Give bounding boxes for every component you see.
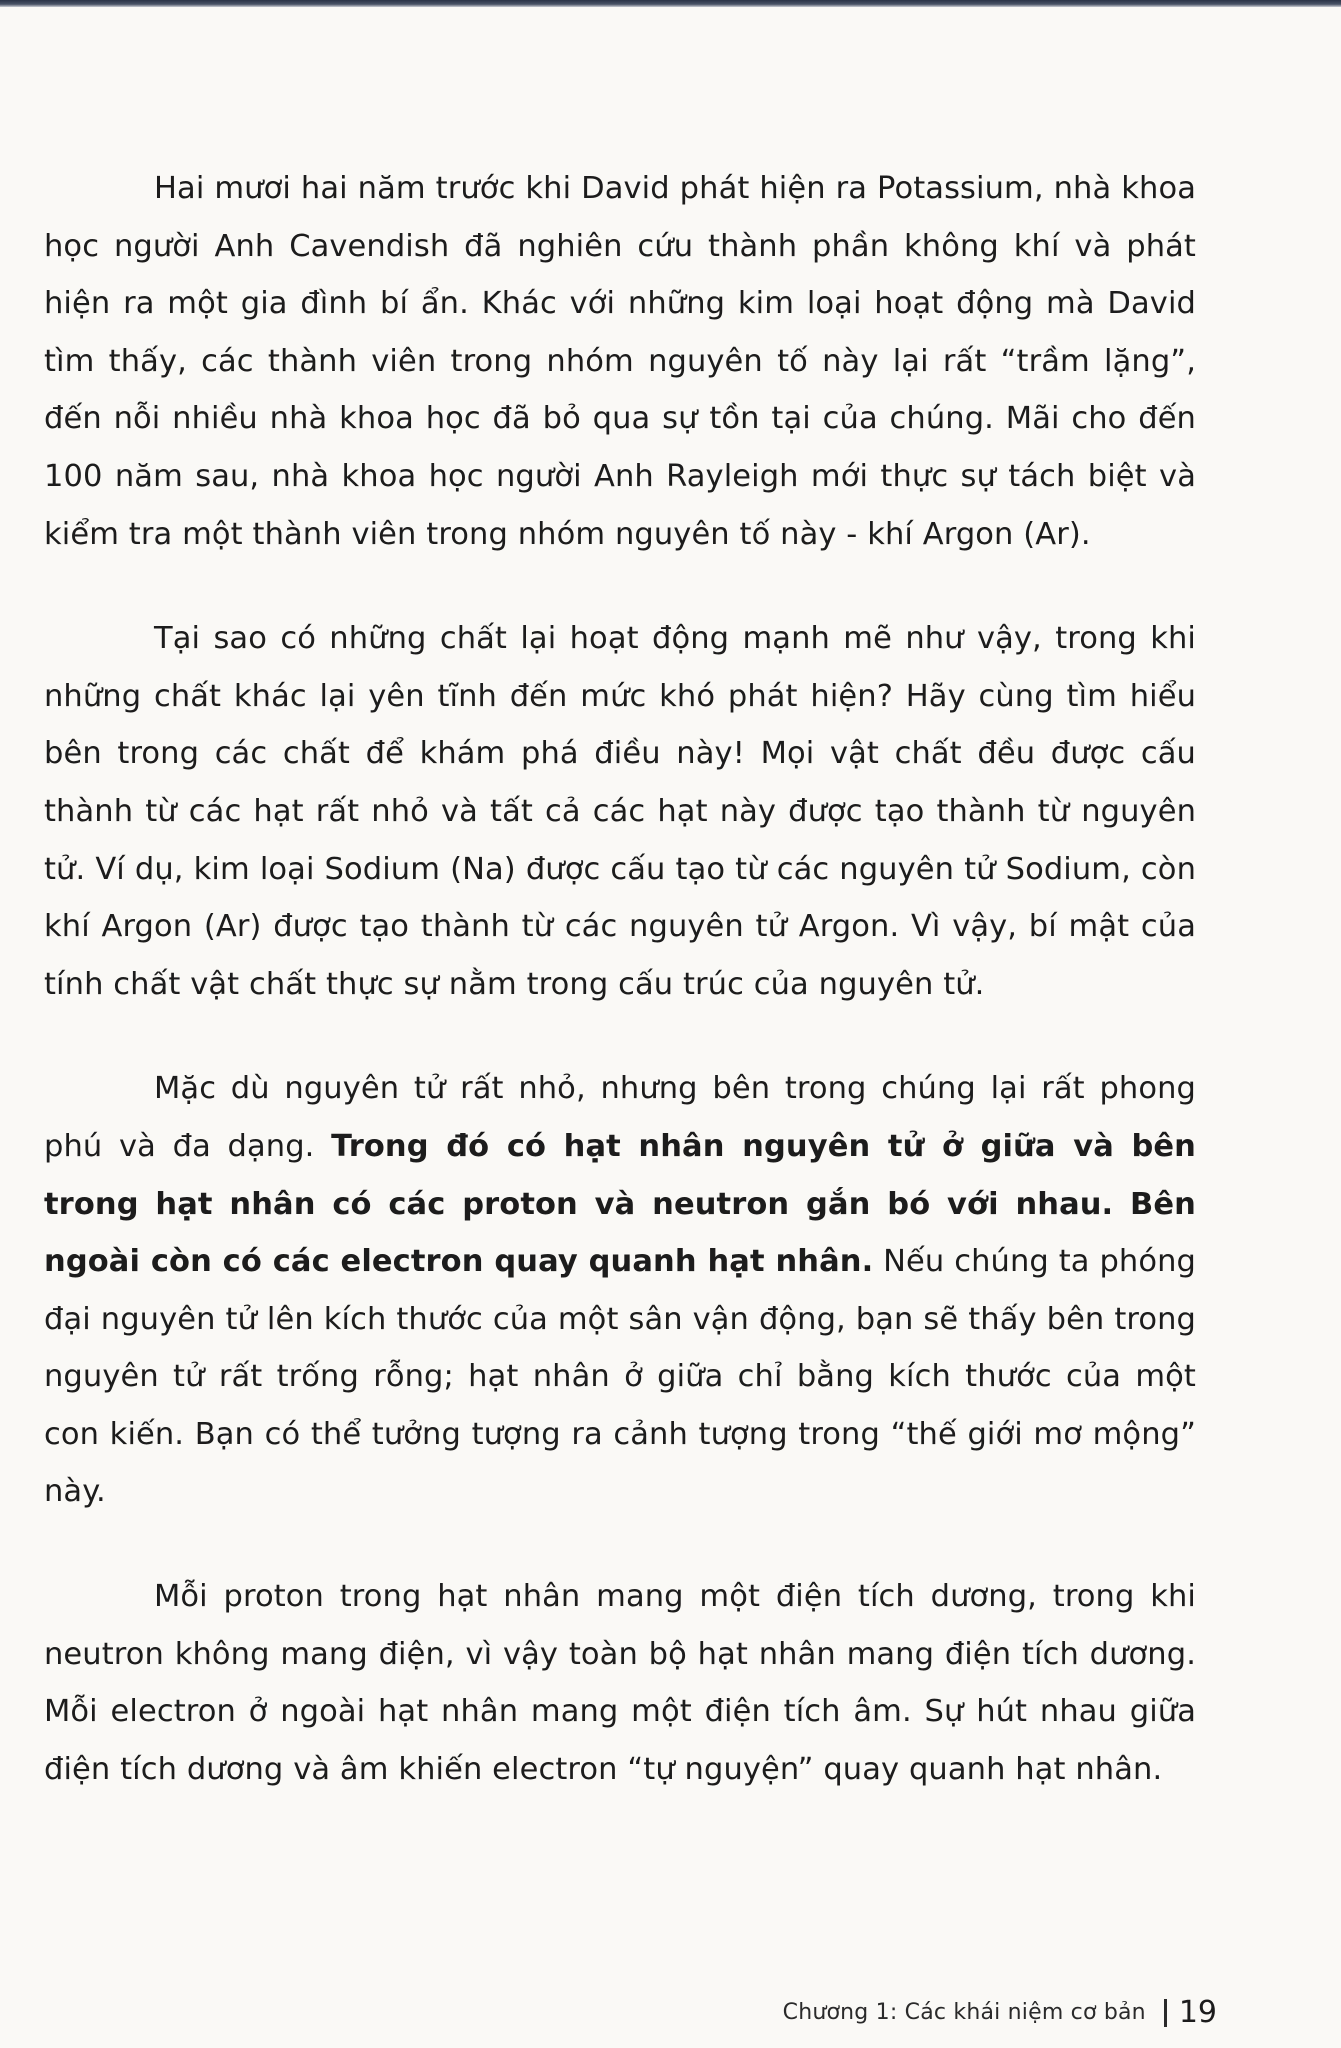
paragraph-3-bold-text: Trong đó có hạt nhân nguyên tử ở giữa và bên trong hạt nhân có các proton và neutron gắn bó với nhau. Bên ngoài còn có các electron quay quanh hạt nhân. bbox=[44, 1128, 1196, 1280]
footer-divider bbox=[1164, 1999, 1167, 2027]
paragraph-4-text: Mỗi proton trong hạt nhân mang một điện tích dương, trong khi neutron không mang điện, vì vậy toàn bộ hạt nhân mang điện tích dương. Mỗi electron ở ngoài hạt nhân mang một điện tích âm. Sự hút nhau giữa điện tích dương và âm khiến electron “tự nguyện” quay quanh hạt nhân. bbox=[44, 1579, 1196, 1787]
page-body bbox=[44, 160, 1196, 1845]
paragraph-3-text-intro: Mặc dù nguyên tử rất nhỏ, nhưng bên trong chúng lại rất phong phú và đa dạng. bbox=[44, 1071, 1196, 1164]
paragraph-3-text-rest: Nếu chúng ta phóng đại nguyên tử lên kích thước của một sân vận động, bạn sẽ thấy bên trong nguyên tử rất trống rỗng; hạt nhân ở giữa chỉ bằng kích thước của một con kiến. Bạn có thể tưởng tượng ra cảnh tượng trong “thế giới mơ mộng” này. bbox=[44, 1244, 1196, 1510]
paragraph-2-text: Tại sao có những chất lại hoạt động mạnh mẽ như vậy, trong khi những chất khác lại yên tĩnh đến mức khó phát hiện? Hãy cùng tìm hiểu bên trong các chất để khám phá điều này! Mọi vật chất đều được cấu thành từ các hạt rất nhỏ và tất cả các hạt này được tạo thành từ nguyên tử. Ví dụ, kim loại Sodium (Na) được cấu tạo từ các nguyên tử Sodium, còn khí Argon (Ar) được tạo thành từ các nguyên tử Argon. Vì vậy, bí mật của tính chất vật chất thực sự nằm trong cấu trúc của nguyên tử. bbox=[44, 621, 1196, 1002]
paragraph-3 bbox=[44, 1060, 1196, 1521]
page-footer bbox=[783, 1995, 1217, 2030]
page-top-edge bbox=[0, 0, 1341, 7]
paragraph-1 bbox=[44, 160, 1196, 563]
paragraph-4 bbox=[44, 1568, 1196, 1798]
chapter-title: Chương 1: Các khái niệm cơ bản bbox=[782, 2000, 1146, 2025]
page-number: 19 bbox=[1178, 1995, 1217, 2030]
paragraph-1-text: Hai mươi hai năm trước khi David phát hiện ra Potassium, nhà khoa học người Anh Cavendish đã nghiên cứu thành phần không khí và phát hiện ra một gia đình bí ẩn. Khác với những kim loại hoạt động mà David tìm thấy, các thành viên trong nhóm nguyên tố này lại rất “trầm lặng”, đến nỗi nhiều nhà khoa học đã bỏ qua sự tồn tại của chúng. Mãi cho đến 100 năm sau, nhà khoa học người Anh Rayleigh mới thực sự tách biệt và kiểm tra một thành viên trong nhóm nguyên tố này - khí Argon (Ar). bbox=[44, 171, 1196, 552]
paragraph-2 bbox=[44, 610, 1196, 1013]
